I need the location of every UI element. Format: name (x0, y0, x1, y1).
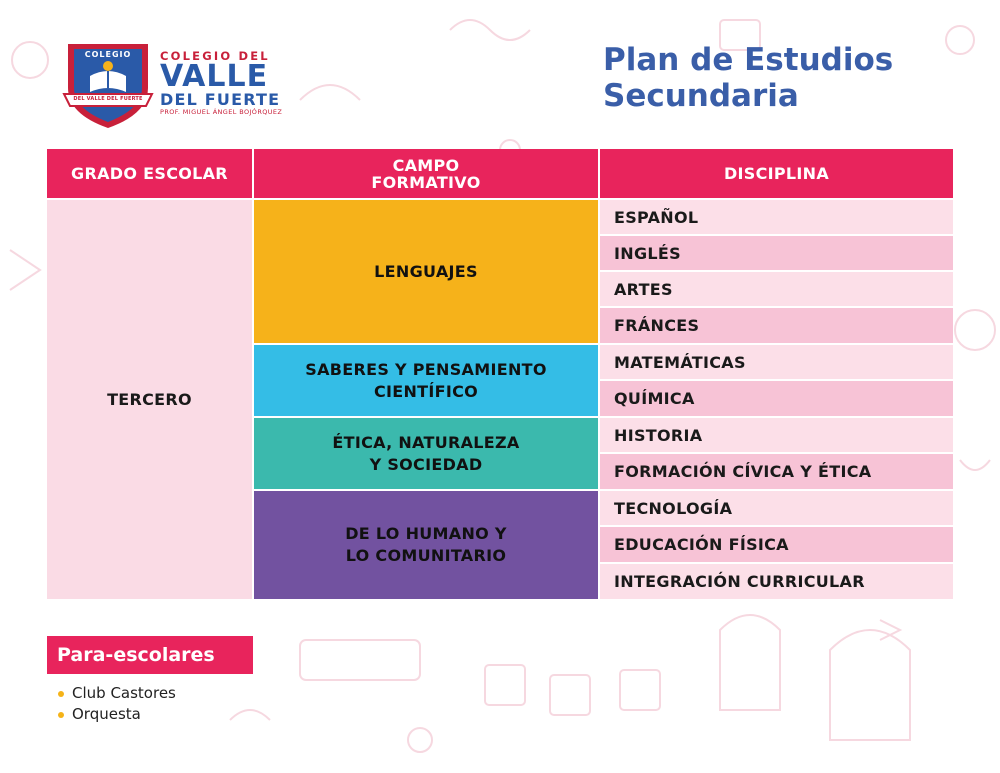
campo-saberes (254, 345, 598, 416)
list-item (58, 704, 176, 725)
campo-etica-line2: Y SOCIEDAD (369, 454, 483, 474)
logo-ribbon-text: DEL VALLE DEL FUERTE (73, 96, 143, 102)
header-campo-line1: CAMPO (392, 155, 460, 175)
page-title-line1: Plan de Estudios (603, 42, 894, 78)
list-item (58, 683, 176, 704)
header-grado: GRADO ESCOLAR (47, 149, 252, 198)
campo-humano-line2: LO COMUNITARIO (345, 546, 507, 565)
campo-lenguajes-line1: LENGUAJES (374, 261, 478, 281)
campo-saberes-line2: CIENTÍFICO (373, 381, 479, 401)
bullet-dot-icon (58, 712, 64, 718)
list-item-label: Club Castores (72, 684, 176, 702)
disciplina-row: FORMACIÓN CÍVICA Y ÉTICA (600, 454, 953, 489)
para-escolares-title: Para-escolares (47, 636, 253, 674)
campo-etica-line1: ÉTICA, NATURALEZA (332, 432, 520, 452)
campo-etica (254, 418, 598, 489)
disciplina-row: ARTES (600, 272, 953, 306)
logo-wordmark (160, 50, 300, 117)
campo-humano (254, 491, 598, 599)
logo-line-founder: PROF. MIGUEL ÁNGEL BOJÓRQUEZ (160, 108, 283, 116)
disciplina-row: TECNOLOGÍA (600, 491, 953, 525)
logo-arc-text: COLEGIO (84, 50, 132, 59)
logo-line-del-fuerte: DEL FUERTE (160, 90, 281, 109)
bullet-dot-icon (58, 691, 64, 697)
disciplina-row: INTEGRACIÓN CURRICULAR (600, 564, 953, 599)
disciplina-row: INGLÉS (600, 236, 953, 270)
campo-saberes-line1: SABERES Y PENSAMIENTO (305, 359, 547, 379)
disciplina-row: HISTORIA (600, 418, 953, 452)
list-item-label: Orquesta (72, 705, 141, 723)
disciplina-row: ESPAÑOL (600, 200, 953, 234)
campo-humano-line1: DE LO HUMANO Y (345, 524, 507, 543)
header-campo (254, 149, 598, 198)
disciplina-row: EDUCACIÓN FÍSICA (600, 527, 953, 562)
campo-lenguajes (254, 200, 598, 343)
header-campo-line2: FORMATIVO (371, 172, 481, 192)
disciplina-row: MATEMÁTICAS (600, 345, 953, 379)
header-disciplina: DISCIPLINA (600, 149, 953, 198)
curriculum-table (47, 149, 953, 599)
grado-cell: TERCERO (47, 200, 252, 599)
disciplina-row: QUÍMICA (600, 381, 953, 416)
logo-line-valle: VALLE (160, 59, 269, 94)
page-title-line2: Secundaria (603, 78, 799, 114)
para-escolares-list (58, 683, 176, 725)
page-title (603, 42, 893, 114)
disciplina-row: FRÁNCES (600, 308, 953, 343)
logo-line-colegio: COLEGIO DEL (160, 49, 270, 63)
